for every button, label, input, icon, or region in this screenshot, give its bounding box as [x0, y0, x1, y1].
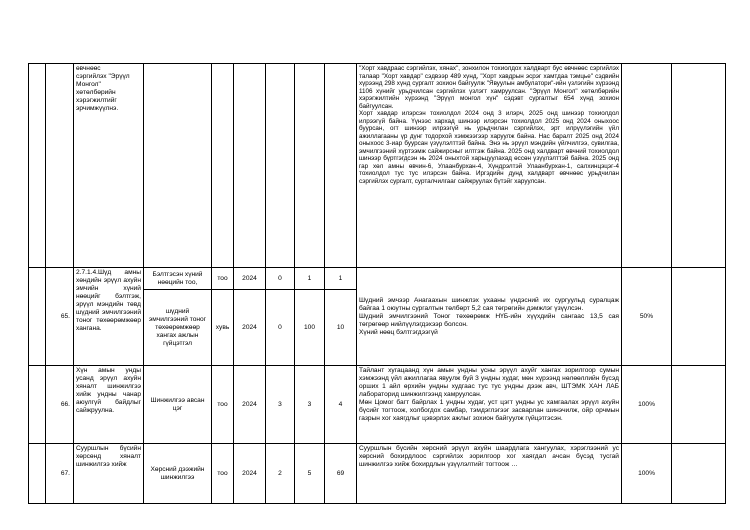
unit-cell	[212, 64, 234, 268]
base-cell	[266, 64, 295, 268]
base-cell: 2	[266, 444, 295, 504]
year-cell: 2024	[234, 444, 266, 504]
percent-cell: 100%	[622, 366, 672, 444]
report-cell: Тайлант хугацаанд хүн амын ундны усны эрүүл ахуйг хангах зорилгоор сумын хэмжээнд үйл ажиллагаа явуулж буй 3 ундны худаг, мөн хүрээнд нөлөөллийн бүсэд орших 1 айл өрхийн ундны худгаас тус тус ундны дээж авч, ШТЭМК ХАН ЛАБ лабораторид шинжилгээнд хамруулсан. Мөн Цомог багт байрлах 1 ундны худаг, уст цэгт ундны ус хамгаалах эрүүл ахуйн бүсийг тогтоож, холбогдох самбар, тэмдэглэгээг засварлан шинэчилж, ойр орчмын газрын хог хаягдлыг цэвэрлэх ажлыг зохион байгуулж гүйцэтгэсэн.	[357, 366, 622, 444]
table-row	[29, 64, 726, 268]
percent-cell	[622, 64, 672, 268]
target-cell: 3	[295, 366, 325, 444]
year-cell: 2024	[234, 366, 266, 444]
activity-cell: Сууршлын бүсийн хөрсөнд хяналт шинжилгээ хийж	[74, 444, 144, 504]
percent-cell: 100%	[622, 444, 672, 504]
indicator-cell: Шинжилгээ авсан цэг	[144, 366, 212, 444]
report-cell: "Хорт хавдраас сэргийлэх, хянах", зонхилон тохиолдох халдварт бус өвчнөөс сэргийлэх талаар "Хорт хавдар" сэдвээр 489 хүнд, "Хорт хавдрын эсрэг хамтдаа тэмцье" сэдвийн хүрээнд 298 хүнд сургалт зохион байгуулж "Явуулын амбулатори"-ийн үзлэгийн хүрээнд 1106 хүнийг урьдчилсан сэргийлэх үзлэгт хамруулсан. "Эрүүл Монгол" хөтөлбөрийн хэрэгжилтийн хүрээнд "Эрүүл монгол хүн" сэдэвт сургалтыг 654 хүнд зохион байгуулсан. Хорт хавдар илэрсэн тохиолдол 2024 онд 3 илэрч, 2025 онд шинээр тохиолдол илрээгүй байна. Үүнээс хархад шинээр илэрсэн тохиолдол 2025 онд 2024 оныхоос буурсан, огт шинээр илрээгүй нь урьдчилан сэргийлэх, эрт илрүүлэгийн үйл ажиллагааны үр дүнг тодорхой хэмжээгээр харуулж байна. Нас баралт 2025 онд 2024 оныхоос 3-иар буурсан үзүүлэлттэй байна. Энэ нь эрүүл мэндийн үйлчилгээ, сувилгаа, эмчилгээний хүртээмж сайжирсныг илтгэж байна. 2025 онд халдварт өвчний тохиолдол шинээр бүртгэгдсэн нь 2024 оныхтой харьцуулахад өссөн үзүүлэлттэй байна. 2025 онд гар хөл амны өвчин-6, Улаанбурхан-4, Хүндрэлтэй Улаанбурхан-1, салхинцэцэг-4 тохиолдол тус тус илэрсэн байна. Иргэдийн дунд халдварт өвчнөөс урьдчилан сэргийлэх сургалт, сурталчилгааг сайжруулах бүтэйг харуулсан.	[357, 64, 622, 268]
actual-cell: 1	[325, 268, 357, 290]
base-cell: 0	[266, 290, 295, 366]
year-cell: 2024	[234, 290, 266, 366]
target-cell: 5	[295, 444, 325, 504]
actual-cell: 4	[325, 366, 357, 444]
year-cell: 2024	[234, 268, 266, 290]
actual-cell	[325, 64, 357, 268]
unit-cell: хувь	[212, 290, 234, 366]
year-cell	[234, 64, 266, 268]
empty-cell	[29, 444, 46, 504]
empty-cell	[672, 444, 726, 504]
row-number: 66.	[46, 366, 74, 444]
indicator-cell: Бэлтгэсэн хүний нөөцийн тоо,	[144, 268, 212, 290]
table-row	[29, 444, 726, 504]
indicator-cell	[144, 64, 212, 268]
empty-cell	[672, 268, 726, 366]
base-cell: 0	[266, 268, 295, 290]
report-cell: Сууршлын бүсийн хөрсний эрүүл ахуйн шаардлага хангуулах, хэрэглээний ус хөрсний бохирдлоос сэргийлэх зорилгоор хог хаягдал ачсан бүсэд тусгай шинжилгээ хийж бохирдлын үзүүлэлтийг тогтоож …	[357, 444, 622, 504]
empty-cell	[672, 366, 726, 444]
actual-cell: 69	[325, 444, 357, 504]
indicator-cell: шүдний эмчилгээний тоног төхөөрөмжөөр хангах ажлын гүйцэтгэл	[144, 290, 212, 366]
report-table	[28, 63, 726, 504]
unit-cell: тоо	[212, 366, 234, 444]
actual-cell: 10	[325, 290, 357, 366]
empty-cell	[29, 366, 46, 444]
activity-cell: Хүн амын унды усанд эрүүл ахуйн хяналт шинжилгээ хийж ундны чанар аюулгүй байдлыг сайжруулна.	[74, 366, 144, 444]
percent-cell: 50%	[622, 268, 672, 366]
row-number	[46, 64, 74, 268]
empty-cell	[29, 268, 46, 366]
table-row	[29, 268, 726, 290]
base-cell: 3	[266, 366, 295, 444]
unit-cell: тоо	[212, 268, 234, 290]
target-cell: 100	[295, 290, 325, 366]
table-row	[29, 366, 726, 444]
report-cell: Шүдний эмчээр Анагаахын шинжлэх ухааны үндэсний их сургуульд суралцаж байгаа 1 оюутны сургалтын төлбөрт 5,2 сая төгрөгийн дэмжлэг үзүүлсэн. Шүдний эмчилгээний Тоног төхөөрөмж НҮБ-ийн хүүхдийн сангаас 13,5 сая төгрөгөөр нийлүүлэгдэхээр болсон. Хүний нөөц бэлтгэгдээгүй	[357, 268, 622, 366]
activity-cell: 2.7.1.4.Шүд амны хөндийн эрүүл ахуйн эмчийн хүний нөөцийг бэлтгэж, эрүүл мэндийн төвд шүдний эмчилгээний тоног төхөөрөмжөөр хангана.	[74, 268, 144, 366]
indicator-cell: Хөрсний дээжийн шинжилгээ	[144, 444, 212, 504]
row-number: 67.	[46, 444, 74, 504]
empty-cell	[29, 64, 46, 268]
unit-cell: тоо	[212, 444, 234, 504]
empty-cell	[672, 64, 726, 268]
target-cell	[295, 64, 325, 268]
row-number: 65.	[46, 268, 74, 366]
activity-cell: өвчнөөс сэргийлэх "Эрүүл Монгол" хөтөлбөрийн хэрэгжилтийг эрчимжүүлнэ.	[74, 64, 144, 268]
target-cell: 1	[295, 268, 325, 290]
